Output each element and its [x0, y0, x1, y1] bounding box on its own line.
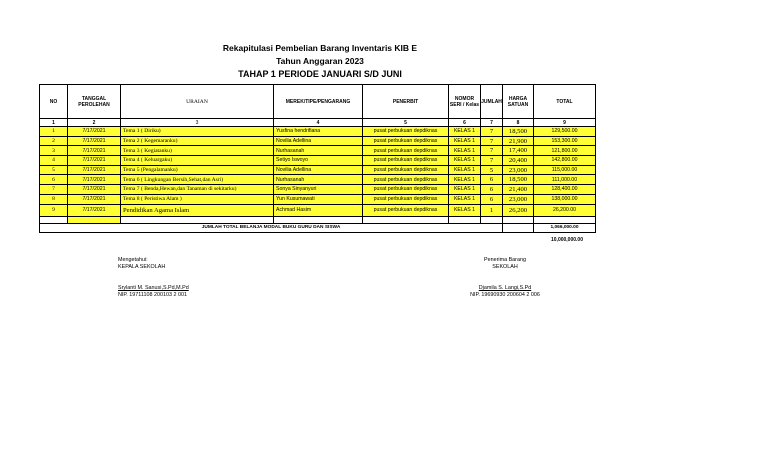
- signature-left-line2: KEPALA SEKOLAH: [118, 264, 166, 270]
- signature-left-nip: NIP. 19711108 200103 2 001: [118, 292, 187, 298]
- column-number: 8: [503, 119, 534, 127]
- cell-no: 9: [40, 204, 68, 216]
- column-number: 4: [274, 119, 363, 127]
- cell-total: 111,000.00: [534, 175, 596, 185]
- cell-uraian: Tema 6 ( Lingkungan Bersih,Sehat,dan Asri): [121, 175, 274, 185]
- cell-merek: Sonya Sinyanyuri: [274, 185, 363, 195]
- header-penerbit: PENERBIT: [363, 85, 449, 119]
- cell-tanggal: 7/17/2021: [68, 194, 121, 204]
- cell-merek: Setiyo Iswoyo: [274, 156, 363, 166]
- title-line-2: Tahun Anggaran 2023: [276, 56, 364, 66]
- header-jumlah: JUMLAH: [481, 85, 503, 119]
- header-merek: MEREK/TIPE/PENGARANG: [274, 85, 363, 119]
- cell-jumlah: 6: [481, 175, 503, 185]
- table-row: [40, 136, 596, 146]
- cell-harga: 21,400: [503, 185, 534, 195]
- cell-total: 115,000.00: [534, 165, 596, 175]
- cell-merek: Novilia Adellina: [274, 165, 363, 175]
- table-row: [40, 127, 596, 137]
- cell-tanggal: 7/17/2021: [68, 204, 121, 216]
- signature-right-line2: SEKOLAH: [492, 264, 518, 270]
- cell-tanggal: 7/17/2021: [68, 136, 121, 146]
- cell-uraian: Tema 8 ( Peristiwa Alam ): [121, 194, 274, 204]
- cell-uraian: Tema 5 (Pengalamanku): [121, 165, 274, 175]
- cell-merek: Novilia Adellina: [274, 136, 363, 146]
- cell-total: 153,300.00: [534, 136, 596, 146]
- cell-harga: 26,200: [503, 204, 534, 216]
- cell-total: 121,800.00: [534, 146, 596, 156]
- cell-jumlah: 1: [481, 204, 503, 216]
- column-number: 9: [534, 119, 596, 127]
- blank-row: [40, 216, 596, 223]
- cell-penerbit: pusat perbukuan depdiknas: [363, 204, 449, 216]
- cell-penerbit: pusat perbukuan depdiknas: [363, 156, 449, 166]
- cell-no: 3: [40, 146, 68, 156]
- table-row: [40, 185, 596, 195]
- cell-harga: 21,900: [503, 136, 534, 146]
- cell-penerbit: pusat perbukuan depdiknas: [363, 185, 449, 195]
- header-tanggal: TANGGAL PEROLEHAN: [68, 85, 121, 119]
- column-number: 5: [363, 119, 449, 127]
- cell-nomor-seri: KELAS 1: [449, 194, 481, 204]
- cell-harga: 17,400: [503, 146, 534, 156]
- cell-tanggal: 7/17/2021: [68, 185, 121, 195]
- cell-uraian: Tema 7 ( Benda,Hewan,dan Tanaman di sekitarku): [121, 185, 274, 195]
- cell-nomor-seri: KELAS 1: [449, 204, 481, 216]
- title-line-3: TAHAP 1 PERIODE JANUARI S/D JUNI: [238, 69, 402, 79]
- cell-no: 1: [40, 127, 68, 137]
- total-row: [40, 223, 596, 232]
- table-header-row: [40, 85, 596, 119]
- cell-nomor-seri: KELAS 1: [449, 136, 481, 146]
- cell-tanggal: 7/17/2021: [68, 127, 121, 137]
- column-number: 7: [481, 119, 503, 127]
- column-number: 6: [449, 119, 481, 127]
- cell-merek: Yun Kusumawati: [274, 194, 363, 204]
- header-harga: HARGA SATUAN: [503, 85, 534, 119]
- cell-jumlah: 6: [481, 194, 503, 204]
- cell-tanggal: 7/17/2021: [68, 146, 121, 156]
- cell-penerbit: pusat perbukuan depdiknas: [363, 194, 449, 204]
- cell-nomor-seri: KELAS 1: [449, 185, 481, 195]
- cell-penerbit: pusat perbukuan depdiknas: [363, 146, 449, 156]
- cell-harga: 20,400: [503, 156, 534, 166]
- cell-jumlah: 5: [481, 165, 503, 175]
- cell-penerbit: pusat perbukuan depdiknas: [363, 136, 449, 146]
- total-value: 1,066,000.00: [534, 223, 596, 232]
- cell-tanggal: 7/17/2021: [68, 175, 121, 185]
- table-row: [40, 175, 596, 185]
- cell-total: 128,400.00: [534, 185, 596, 195]
- cell-penerbit: pusat perbukuan depdiknas: [363, 165, 449, 175]
- signature-left: [118, 257, 189, 299]
- cell-merek: Nurhasanah: [274, 146, 363, 156]
- signature-left-line1: Mengetahui:: [118, 257, 148, 263]
- cell-harga: 18,500: [503, 127, 534, 137]
- cell-nomor-seri: KELAS 1: [449, 127, 481, 137]
- cell-uraian: Tema 3 ( Kegiatanku): [121, 146, 274, 156]
- cell-harga: 18,500: [503, 175, 534, 185]
- table-row: [40, 156, 596, 166]
- cell-nomor-seri: KELAS 1: [449, 156, 481, 166]
- cell-harga: 23,000: [503, 165, 534, 175]
- cell-nomor-seri: KELAS 1: [449, 165, 481, 175]
- table-row: [40, 165, 596, 175]
- header-nomor-seri: NOMOR SERI / Kelas: [449, 85, 481, 119]
- cell-tanggal: 7/17/2021: [68, 165, 121, 175]
- cell-nomor-seri: KELAS 1: [449, 146, 481, 156]
- cell-jumlah: 7: [481, 136, 503, 146]
- column-number: 3: [121, 119, 274, 127]
- cell-total: 26,200.00: [534, 204, 596, 216]
- cell-penerbit: pusat perbukuan depdiknas: [363, 175, 449, 185]
- table-row: [40, 204, 596, 216]
- cell-merek: Yusfina hendrifiana: [274, 127, 363, 137]
- cell-jumlah: 7: [481, 146, 503, 156]
- cell-uraian: Tema 4 ( Keluargaku): [121, 156, 274, 166]
- total-label: JUMLAH TOTAL BELANJA MODAL BUKU GURU DAN SISWA: [40, 223, 503, 232]
- column-number-row: [40, 119, 596, 127]
- cell-nomor-seri: KELAS 1: [449, 175, 481, 185]
- cell-uraian: Tema 2 ( Kegemaranku): [121, 136, 274, 146]
- cell-no: 8: [40, 194, 68, 204]
- header-uraian: URAIAN: [121, 85, 274, 119]
- cell-uraian: Tema 1 ( Diriku): [121, 127, 274, 137]
- signature-right-line1: Penerima Barang: [484, 257, 526, 263]
- signature-right-nip: NIP. 19690930 200604 2 006: [470, 292, 540, 298]
- cell-merek: Nurhasanah: [274, 175, 363, 185]
- cell-total: 129,500.00: [534, 127, 596, 137]
- cell-jumlah: 7: [481, 156, 503, 166]
- table-row: [40, 194, 596, 204]
- cell-penerbit: pusat perbukuan depdiknas: [363, 127, 449, 137]
- signature-left-name: Srylanti M. Sanusi,S.Pd,M.Pd: [118, 285, 189, 291]
- signature-right: [460, 257, 550, 299]
- report-title: [0, 42, 640, 81]
- cell-jumlah: 7: [481, 127, 503, 137]
- cell-uraian: Pendidikan Agama Islam: [121, 204, 274, 216]
- cell-jumlah: 6: [481, 185, 503, 195]
- grand-total: 10,000,000.00: [551, 237, 583, 243]
- column-number: 1: [40, 119, 68, 127]
- header-total: TOTAL: [534, 85, 596, 119]
- cell-merek: Achmad Hasim: [274, 204, 363, 216]
- title-line-1: Rekapitulasi Pembelian Barang Inventaris KIB E: [222, 43, 418, 53]
- cell-tanggal: 7/17/2021: [68, 156, 121, 166]
- cell-no: 5: [40, 165, 68, 175]
- column-number: 2: [68, 119, 121, 127]
- cell-no: 2: [40, 136, 68, 146]
- cell-total: 142,800.00: [534, 156, 596, 166]
- cell-no: 4: [40, 156, 68, 166]
- header-no: NO: [40, 85, 68, 119]
- cell-total: 138,000.00: [534, 194, 596, 204]
- inventory-table: [39, 84, 596, 233]
- table-row: [40, 146, 596, 156]
- cell-harga: 23,000: [503, 194, 534, 204]
- cell-no: 7: [40, 185, 68, 195]
- signature-right-name: Djamila S. Langi,S.Pd: [478, 285, 532, 291]
- cell-no: 6: [40, 175, 68, 185]
